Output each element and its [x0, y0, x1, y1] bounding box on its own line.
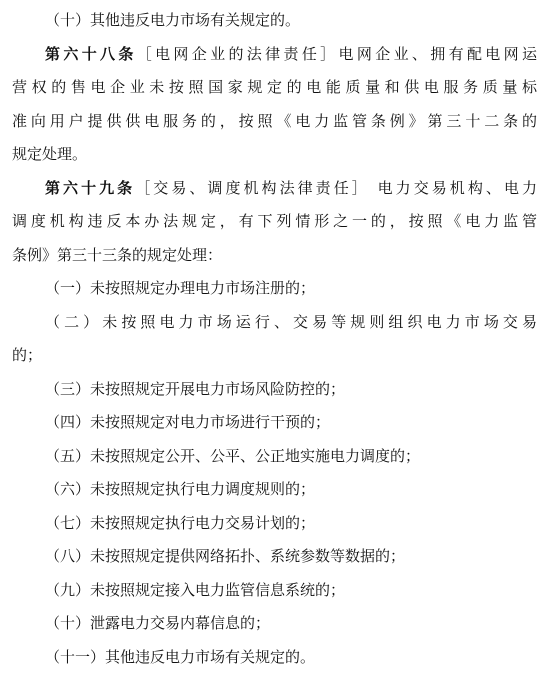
- text-line: [12, 105, 537, 139]
- text-line: [12, 239, 537, 273]
- text-line: [12, 306, 537, 340]
- text-segment: （七）未按照规定执行电力交易计划的；: [45, 513, 316, 532]
- text-segment: （三）未按照规定开展电力市场风险防控的；: [45, 379, 346, 398]
- article-number: 第六十八条: [45, 44, 137, 63]
- text-segment: 调度机构违反本办法规定，有下列情形之一的，按照《电力监管: [12, 212, 537, 230]
- text-segment: （八）未按照规定提供网络拓扑、系统参数等数据的；: [45, 547, 406, 565]
- text-line: [12, 540, 537, 574]
- text-line: [12, 607, 537, 641]
- text-line: [12, 172, 537, 206]
- text-line: [12, 272, 537, 306]
- text-segment: （十一）其他违反电力市场有关规定的。: [45, 647, 316, 666]
- article-number: 第六十九条: [45, 178, 136, 197]
- text-segment: ［交易、调度机构法律责任］ 电力交易机构、电力: [135, 178, 537, 197]
- text-segment: 的；: [12, 346, 43, 364]
- text-line: [12, 205, 537, 239]
- text-segment: （四）未按照规定对电力市场进行干预的；: [45, 413, 331, 431]
- text-line: [12, 38, 537, 72]
- text-line: [12, 473, 537, 507]
- text-line: [12, 339, 537, 373]
- text-segment: ［电网企业的法律责任］电网企业、拥有配电网运: [136, 44, 537, 63]
- text-segment: 准向用户提供供电服务的，按照《电力监管条例》第三十二条的: [12, 111, 537, 130]
- text-segment: （九）未按照规定接入电力监管信息系统的；: [45, 580, 346, 599]
- text-segment: 规定处理。: [12, 145, 88, 163]
- text-line: [12, 138, 537, 172]
- text-line: [12, 373, 537, 407]
- text-segment: （五）未按照规定公开、公平、公正地实施电力调度的；: [45, 446, 421, 465]
- text-line: [12, 641, 537, 675]
- text-segment: （十）泄露电力交易内幕信息的；: [45, 614, 271, 632]
- text-segment: （二）未按照电力市场运行、交易等规则组织电力市场交易: [45, 312, 537, 331]
- text-line: [12, 507, 537, 541]
- text-segment: （六）未按照规定执行电力调度规则的；: [45, 480, 316, 498]
- text-segment: （十）其他违反电力市场有关规定的。: [45, 11, 301, 29]
- text-line: [12, 440, 537, 474]
- text-line: [12, 71, 537, 105]
- text-line: [12, 406, 537, 440]
- text-segment: 条例》第三十三条的规定处理：: [12, 245, 223, 264]
- text-segment: 营权的售电企业未按照国家规定的电能质量和供电服务质量标: [12, 78, 537, 96]
- text-segment: （一）未按照规定办理电力市场注册的；: [45, 279, 316, 297]
- text-line: [12, 574, 537, 608]
- text-line: [12, 4, 537, 38]
